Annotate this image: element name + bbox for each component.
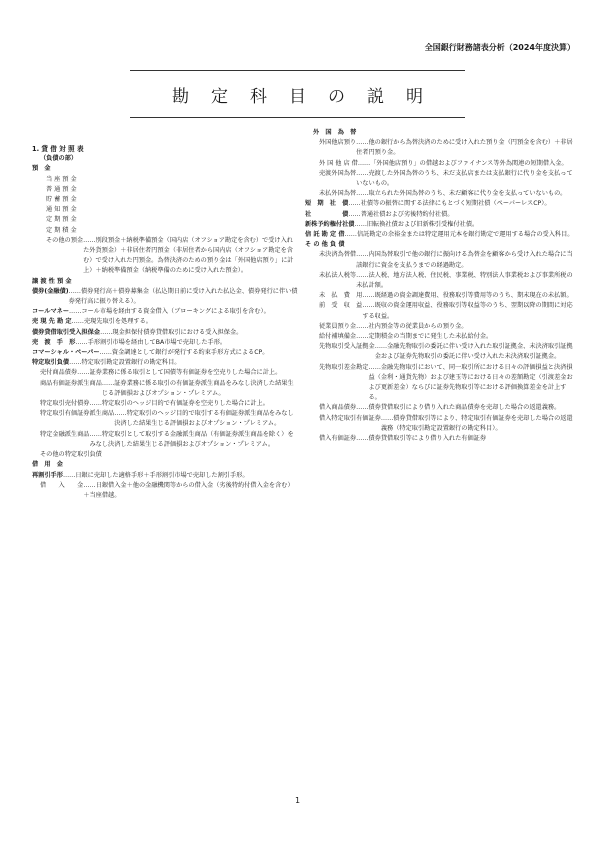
account-entry [305, 210, 575, 220]
account-description: ……金融先物取引の委託に伴い受け入れた取引証拠金、未決済取引証拠金および証券先物取引の委託に伴い受け入れた未決済取引証拠金。 [374, 343, 573, 361]
account-term: 借入商品債券 [319, 404, 357, 412]
account-term: 前 受 収 益 [319, 302, 363, 310]
account-description: ……「外国他店預り」の借越およびファイナンス等外為関連の短期借入金。 [357, 159, 568, 167]
account-term: 未 払 費 用 [319, 292, 363, 300]
account-term: 商品有価証券派生商品 [40, 379, 102, 387]
account-entry [305, 332, 575, 342]
account-term: 売渡外国為替 [319, 169, 357, 177]
account-description: ……社内預金等の従業員からの預り金。 [356, 322, 468, 330]
account-description: ……特定取引のヘッジ目的で取引する有価証券派生商品をみなし決済した結果生じる評価損およびオプション・プレミアム。 [114, 410, 294, 428]
account-entry [305, 301, 575, 321]
account-term: 貯 蓄 預 金 [46, 196, 77, 204]
subsection-heading: 外 国 為 替 [313, 129, 357, 136]
account-entry [32, 430, 298, 450]
account-description: ……他の銀行から為替決済のために受け入れた預り金（円預金を含む）＋非居住者円預り金。 [356, 139, 573, 157]
subsection-heading: 借 用 金 [32, 461, 63, 469]
account-description: ……内国為替取引で他の銀行に振向ける為替金を顧客から受け入れた場合に当該銀行に資金を支払うまでの経過勘定。 [356, 251, 573, 269]
account-entry [305, 403, 575, 413]
account-description: ……旧転換社債および旧新株引受権付社債。 [354, 220, 479, 228]
account-entry [305, 169, 575, 189]
account-term: その他の特定取引負債 [40, 451, 102, 459]
account-entry [32, 471, 298, 481]
account-entry [305, 434, 575, 444]
account-entry [32, 399, 298, 409]
subsection-heading: 預 金 [32, 165, 51, 173]
account-entry [32, 195, 298, 205]
page-title: 勘定科目の説明 [172, 86, 445, 107]
account-term: 特定金融派生商品 [40, 430, 90, 438]
account-description [77, 195, 298, 205]
account-description: ……債券発行高＋債券募集金（払込期日前に受け入れた払込金、債券発行に伴い債券発行高に振り替える）。 [68, 287, 298, 306]
account-term: 債券貸借取引受入担保金 [32, 328, 101, 336]
account-term: 借 入 金 [40, 481, 84, 489]
account-description: ……社債等の振替に関する法律にもとづく短期社債（ペーパーレスCP）。 [348, 200, 551, 208]
account-entry [305, 363, 575, 404]
account-term: 売 渡 手 形 [32, 338, 76, 346]
account-description: ……売渡した外国為替のうち、未だ支払店または支払銀行に代り金を支払っていないもの。 [356, 169, 573, 188]
account-term: 借入有価証券 [319, 435, 357, 443]
account-description: ……日銀に売却した適格手形＋手形割引市場で売却した割引手形。 [62, 471, 249, 479]
account-description: ……証券業務に係る取引として国債等有価証券を空売りした場合に計上。 [77, 369, 282, 377]
account-term: 外 国 他 店 借 [319, 159, 358, 167]
account-description: ……既収の資金運用収益、役務取引等収益等のうち、翌期以降の期間に対応する収益。 [362, 302, 573, 320]
account-description: ……手形割引市場を経由してBA市場で売却した手形。 [75, 338, 227, 346]
account-entry [32, 450, 298, 460]
account-description: ……別段預金＋納税準備預金（国内店（オフショア勘定を含む）で受け入れた外貨預金）＋非居住者円預金（非居住者から国内店（オフショア勘定を含む）で受け入れた円預金。為替決済のための預り金は「外国他店預り」に計上）＋納税準備預金（納税準備のために受け入れた預金）。 [83, 236, 294, 275]
subsection-heading: そ の 他 負 債 [305, 241, 345, 249]
account-entry [305, 322, 575, 332]
account-description [77, 185, 298, 195]
account-term: 信 託 勘 定 借 [305, 231, 345, 239]
section-heading: 1. 貸 借 対 照 表 [32, 145, 84, 153]
account-entry [32, 205, 298, 215]
account-description: ……金融先物取引において、同一取引所における日々の評価損益と決済損益（金利・通貨先物）および建玉等における日々の差額勘定（引渡差金および更新差金）ならびに証券先物取引等における評価換算差金を計上する。 [368, 363, 573, 402]
account-term: 定 期 預 金 [46, 216, 77, 224]
account-term: 当 座 預 金 [46, 175, 77, 183]
account-description: ……定期積金の当期までに発生した未払給付金。 [356, 333, 493, 341]
account-term: 普 通 預 金 [46, 185, 77, 193]
account-description [77, 205, 298, 215]
page-title-box [130, 70, 465, 118]
account-term: 給付補填備金 [319, 333, 357, 341]
account-description: ……特定取引として取引する金融派生商品（有価証券派生商品を除く）をみなし決済した結果生じる評価損およびオプション・プレミアム。 [89, 430, 294, 448]
account-entry [32, 236, 298, 277]
account-entry [32, 307, 298, 317]
account-entry [305, 138, 575, 158]
account-description: ……日銀借入金＋他の金融機関等からの借入金（劣後特約付借入金を含む）＋当座借越。 [83, 481, 294, 499]
account-term: 再割引手形 [32, 471, 63, 479]
account-entry [32, 338, 298, 348]
account-description [77, 226, 298, 236]
account-description: ……特定取引のヘッジ目的で有価証券を空売りした場合に計上。 [89, 400, 269, 408]
account-term: 先物取引受入証拠金 [319, 343, 375, 351]
account-entry [305, 342, 575, 362]
account-entry [305, 199, 575, 209]
account-term: 外国他店預り [319, 139, 357, 147]
account-entry [32, 185, 298, 195]
account-term: コマーシャル・ペーパー [32, 349, 100, 357]
account-term: 未決済為替借 [319, 251, 357, 259]
account-term: 特定取引有価証券派生商品 [40, 410, 115, 418]
account-description: ……債券貸借取引により借り入れた商品債券を売却した場合の返還義務。 [356, 404, 561, 412]
account-entry [32, 226, 298, 236]
account-description [102, 450, 298, 460]
account-entry [32, 379, 298, 399]
account-term: 新株予約権付社債 [305, 220, 355, 228]
account-description: ……信託勘定の余裕金または特定運用元本を銀行勘定で運用する場合の受入科目。 [344, 231, 574, 239]
account-entry [32, 409, 298, 429]
account-entry [305, 291, 575, 301]
account-entry [32, 481, 298, 501]
account-term: 借入特定取引有価証券 [319, 414, 381, 422]
account-description: ……売現先取引を処理する。 [71, 318, 152, 326]
subsection-heading: 譲 渡 性 預 金 [32, 277, 72, 285]
account-entry [32, 348, 298, 358]
account-entry [305, 159, 575, 169]
account-entry [32, 328, 298, 338]
account-description: ……コール市場を経由する資金借入（ブローキングによる取引を含む）。 [69, 308, 270, 316]
account-entry [305, 414, 575, 434]
account-term: 先物取引差金勘定 [319, 363, 369, 371]
account-entry [305, 230, 575, 240]
account-term: 未払外国為替 [319, 190, 357, 198]
right-column [305, 128, 575, 444]
page-number: 1 [294, 796, 301, 805]
account-term: 売 現 先 勘 定 [32, 318, 72, 326]
account-description: ……証券業務に係る取引の有価証券派生商品をみなし決済した結果生じる評価損およびオプション・プレミアム。 [101, 379, 294, 397]
account-description: ……法人税、地方法人税、住民税、事業税、特別法人事業税および事業所税の未払計額。 [356, 271, 573, 290]
account-entry [32, 368, 298, 378]
account-entry [32, 358, 298, 368]
account-entry [305, 189, 575, 199]
report-header: 全国銀行財務諸表分析（2024年度決算） [424, 43, 575, 52]
account-description: ……既経過の資金調達費用、役務取引等費用等のうち、期末現在の未払額。 [362, 292, 573, 300]
account-term: 未払法人税等 [319, 271, 357, 279]
account-term: 定 期 積 金 [46, 226, 77, 234]
account-term: 短 期 社 債 [305, 200, 349, 208]
account-term: コールマネー [32, 308, 70, 316]
account-description: ……普通社債および劣後特約付社債。 [348, 210, 454, 218]
account-entry [32, 215, 298, 225]
account-description: ……特定取引勘定設置銀行の勘定科目。 [69, 359, 181, 367]
account-description [77, 175, 298, 185]
account-description: ……資金調達として銀行が発行する約束手形方式によるCP。 [99, 349, 269, 357]
account-description: ……債券貸借取引等により借り入れた有価証券 [356, 435, 487, 443]
account-description: ……現金担保付債券貸借取引における受入担保金。 [100, 328, 243, 336]
account-term: その他の預金 [46, 236, 84, 244]
account-term: 売付商品債券 [40, 369, 78, 377]
left-column [32, 144, 298, 501]
account-entry [305, 271, 575, 291]
account-entry [32, 317, 298, 327]
account-entry [32, 175, 298, 185]
account-term: 通 知 預 金 [46, 206, 77, 214]
account-term: 従業員預り金 [319, 322, 357, 330]
account-term: 債券(金融債) [32, 287, 69, 295]
account-description [77, 215, 298, 225]
subsection-heading: （負債の部） [40, 155, 78, 163]
account-entry [305, 250, 575, 270]
account-entry [32, 287, 298, 307]
account-term: 社 債 [305, 210, 349, 218]
account-term: 特定取引負債 [32, 359, 70, 367]
account-entry [305, 220, 575, 230]
account-description: ……債券貸借取引等により、特定取引有価証券を売却した場合の返還義務（特定取引勘定設置銀行の勘定科目）。 [380, 414, 573, 432]
account-description: ……取立られた外国為替のうち、未だ顧客に代り金を支払っていないもの。 [356, 190, 567, 198]
account-term: 特定取引売付債券 [40, 400, 90, 408]
